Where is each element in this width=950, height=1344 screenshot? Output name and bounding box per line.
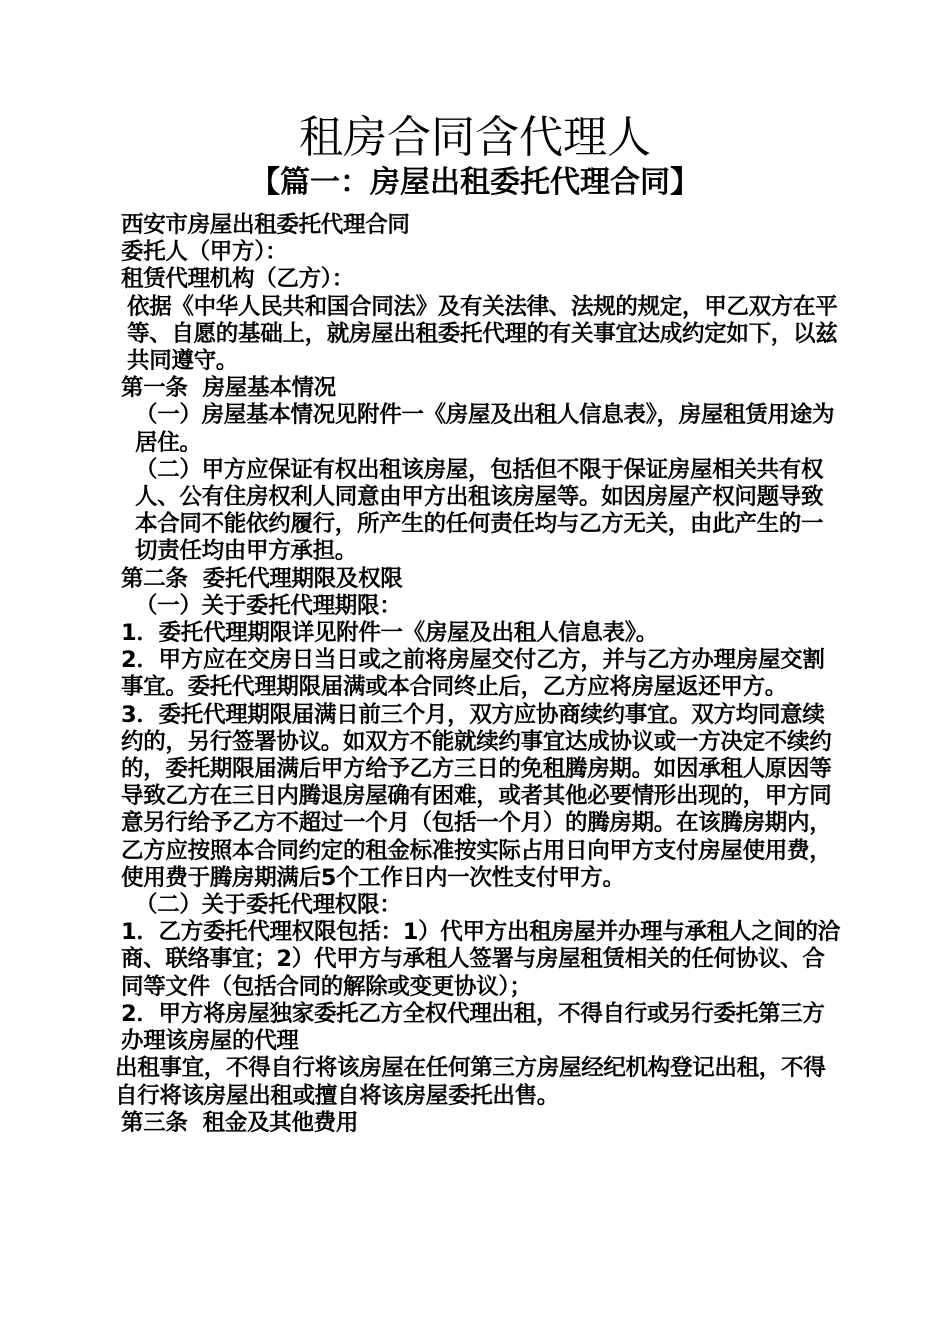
article-2-authority-item-2-continued: 出租事宜，不得自行将该房屋在任何第三方房屋经纪机构登记出租，不得自行将该房屋出租或擅自将该房屋委托出售。 <box>115 1055 826 1109</box>
article-1-heading: 第一条 房屋基本情况 <box>121 375 336 402</box>
article-2-authority-item-2: 2．甲方将房屋独家委托乙方全权代理出租，不得自行或另行委托第三方办理该房屋的代理 <box>121 1000 825 1055</box>
article-1-clause-2: （二）甲方应保证有权出租该房屋，包括但不限于保证房屋相关共有权人、公有住房权利人同意由甲方出租该房屋等。如因房屋产权问题导致本合同不能依约履行，所产生的任何责任均与乙方无关，由此产生的一切责任均由甲方承担。 <box>135 456 824 565</box>
contract-heading: 西安市房屋出租委托代理合同 <box>121 212 410 238</box>
article-2-item-2: 2．甲方应在交房日当日或之前将房屋交付乙方，并与乙方办理房屋交割事宜。委托代理期限届满或本合同终止后，乙方应将房屋返还甲方。 <box>121 647 825 701</box>
article-2-authority-item-1: 1．乙方委托代理权限包括：1）代甲方出租房屋并办理与承租人之间的洽商、联络事宜；2）代甲方与承租人签署与房屋租赁相关的任何协议、合同等文件（包括合同的解除或变更协议）； <box>121 919 840 1000</box>
article-1-clause-1: （一）房屋基本情况见附件一《房屋及出租人信息表》，房屋租赁用途为居住。 <box>135 402 835 456</box>
article-2-section-2-heading: （二）关于委托代理权限： <box>135 892 402 919</box>
document-subtitle: 【篇一：房屋出租委托代理合同】 <box>250 165 700 200</box>
document-body <box>115 212 840 1137</box>
document-title: 租房合同含代理人 <box>299 112 651 163</box>
article-2-item-3: 3．委托代理期限届满日前三个月，双方应协商续约事宜。双方均同意续约的，另行签署协议。如双方不能就续约事宜达成协议或一方决定不续约的，委托期限届满后甲方给予乙方三日的免租腾房期。如因承租人原因等导致乙方在三日内腾退房屋确有困难，或者其他必要情形出现的，甲方同意另行给予乙方不超过一个月（包括一个月）的腾房期。在该腾房期内，乙方应按照本合同约定的租金标准按实际占用日向甲方支付房屋使用费，使用费于腾房期满后5个工作日内一次性支付甲方。 <box>121 701 832 891</box>
preamble-paragraph: 依据《中华人民共和国合同法》及有关法律、法规的规定，甲乙双方在平等、自愿的基础上，就房屋出租委托代理的有关事宜达成约定如下，以兹共同遵守。 <box>127 293 838 375</box>
party-a-line: 委托人（甲方）： <box>121 239 288 266</box>
article-2-heading: 第二条 委托代理期限及权限 <box>121 565 403 592</box>
article-2-section-1-heading: （一）关于委托代理期限： <box>135 592 402 619</box>
article-2-item-1: 1．委托代理期限详见附件一《房屋及出租人信息表》。 <box>121 620 658 647</box>
article-3-heading: 第三条 租金及其他费用 <box>121 1109 359 1136</box>
party-b-line: 租赁代理机构（乙方）： <box>121 266 354 293</box>
